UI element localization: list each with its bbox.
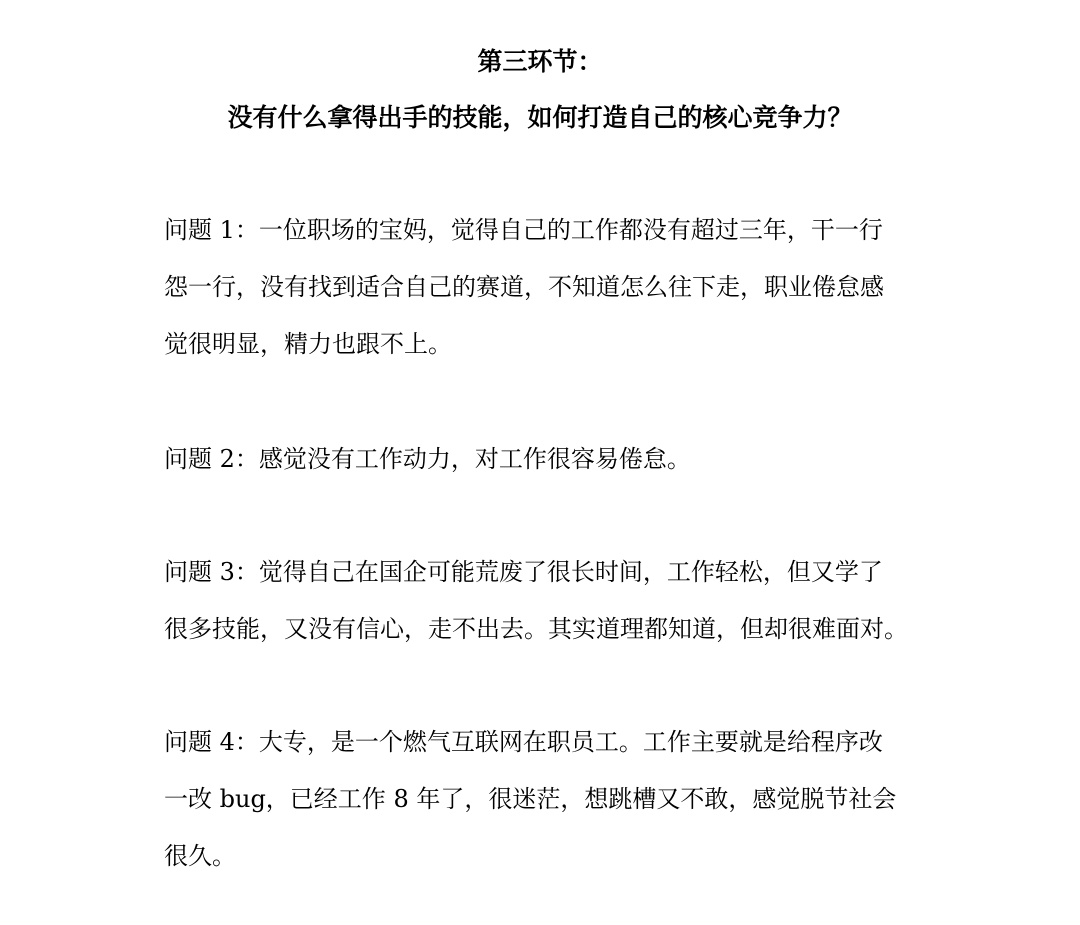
question-3-line: 问题 3：觉得自己在国企可能荒废了很长时间，工作轻松，但又学了: [164, 558, 883, 586]
question-3: [164, 544, 924, 658]
question-4-line: 一改 bug，已经工作 8 年了，很迷茫，想跳槽又不敢，感觉脱节社会: [164, 785, 897, 813]
question-4-line: 很久。: [164, 842, 236, 870]
question-2-line: 问题 2：感觉没有工作动力，对工作很容易倦怠。: [164, 445, 691, 473]
question-2: [164, 431, 924, 488]
section-title: 第三环节：: [477, 47, 603, 76]
question-4-line: 问题 4：大专，是一个燃气互联网在职员工。工作主要就是给程序改: [164, 728, 883, 756]
question-1-line: 问题 1：一位职场的宝妈，觉得自己的工作都没有超过三年，干一行: [164, 216, 883, 244]
question-1-line: 觉很明显，精力也跟不上。: [164, 330, 452, 358]
topic-title: 没有什么拿得出手的技能，如何打造自己的核心竞争力？: [227, 103, 853, 132]
question-3-line: 很多技能，又没有信心，走不出去。其实道理都知道，但却很难面对。: [164, 615, 908, 643]
question-1-line: 怨一行，没有找到适合自己的赛道，不知道怎么往下走，职业倦怠感: [164, 273, 884, 301]
question-1: [164, 202, 924, 373]
question-4: [164, 714, 924, 885]
